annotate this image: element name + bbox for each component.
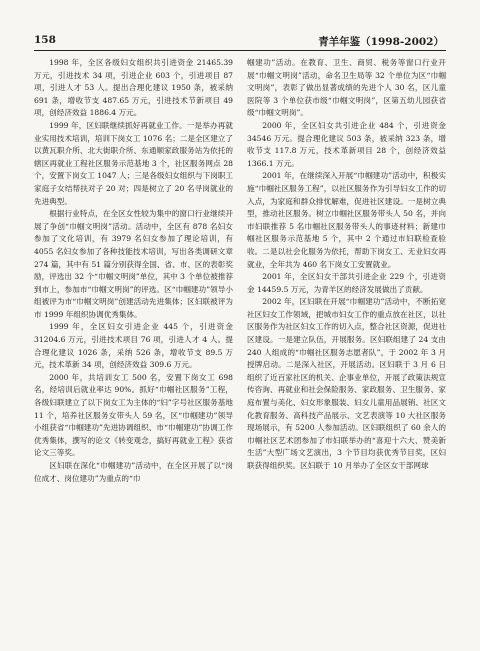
page-number: 158 bbox=[34, 34, 56, 46]
paragraph: 2001 年，在继续深入开展“巾帼建功”活动中，积极实施“巾帼社区服务工程”，以社区服务作为引导妇女工作的切入点，为家庭和群众排忧解难，促进社区建设。一是树立典型，推动社区服务。树立巾帼社区服务带头人 50 名，并向市妇联推荐 5 名巾帼社区服务带头人的事迹材料；新建巾帼社区服务示范基地 5 个，其中 2 个通过市妇联检查验收。二是以社会化服务为依托，帮助下岗女工、无业妇女再就业，全年共为 460 名下岗女工安置就业。 bbox=[247, 171, 446, 269]
paragraph: 2002 年，区妇联在开展“巾帼建功”活动中，不断拓宽社区妇女工作领域，把城市妇女工作的重点放在社区，以社区服务作为社区妇女工作的切入点，整合社区资源，促进社区建设。一是建立队伍，开展服务。区妇联组建了 24 支由 240 人组成的“巾帼社区服务志愿者队”，于 2002 年 3 月授牌启动。二是深入社区，开展活动。区妇联于 3 月 6 日组织了近百家社区的机关、企事业单位，开展了政策法规宣传咨询、再就业和社会保险服务、家政服务、卫生服务、家庭布置与美化、妇女形象服装、妇女儿童用品展销、社区文化教育服务、高科技产品展示、文艺表演等 10 大社区服务现场展示，有 5200 人参加活动。区妇联组织了 60 余人的巾帼社区艺术团参加了市妇联举办的“喜迎十六大、赞美新生活”大型广场文艺演出，3 个节目均获优秀节目奖，区妇联获得组织奖。区妇联于 10 月举办了全区女干部网球 bbox=[247, 297, 446, 470]
paragraph: 1998 年，全区各级妇女组织共引进资金 21465.39 万元，引进技术 34 项，引进企业 603 个，引进项目 87 项，引进人才 53 人。提出合理化建议 1950 条，被采纳 691 条，增收节支 487.65 万元，引进技术节新项目 49 项，创经济效益 1886.4 万元。 bbox=[34, 58, 233, 118]
paragraph: 1999 年，区妇联继续抓好再就业工作。一是举办再就业实用技术培训，培训下岗女工 1076 名；二是全区建立了以黄瓦职介所、北大街职介所、东通顺家政服务站为依托的辖区再就业工程社区服务示范基地 3 个，社区服务网点 28 个，安置下岗女工 1047 人；三是各级妇女组织与下岗职工家庭子女结帮扶对子 20 对；四是树立了 20 名寻岗就业的先进典型。 bbox=[34, 120, 233, 206]
paragraph: 1999 年，全区妇女引进企业 445 个，引进资金 31204.6 万元，引进技术项目 76 项，引进人才 4 人。提合理化建议 1026 条，采纳 526 条，增收节支 89.5 万元，技术革新 34 项，创经济效益 309.6 万元。 bbox=[34, 322, 233, 370]
paragraph: 2000 年，全区妇女共引进企业 484 个，引进资金 34546 万元。提合理化建议 503 条，被采纳 323 条，增收节支 117.8 万元，技术革新项目 28 个，创经济效益 1366.1 万元。 bbox=[247, 120, 446, 168]
right-column bbox=[247, 57, 446, 642]
paragraph: 2000 年，共培训女工 500 名，安置下岗女工 698 名，经培训后就业率达 90%。抓好“巾帼社区服务”工程，各级妇联建立了以下岗女工为主体的“妇”字号社区服务基地 11 个，培养社区服务女带头人 59 名，区“巾帼建功”领导小组获省“巾帼建功”先进协调组织、市“巾帼建功”协调工作优秀集体，撰写的论文《转变观念，搞好再就业工程》获省论文三等奖。 bbox=[34, 372, 233, 458]
page-header bbox=[34, 34, 446, 51]
left-column bbox=[34, 57, 233, 642]
text-columns bbox=[34, 57, 446, 642]
paragraph: 区妇联在深化“巾帼建功”活动中，在全区开展了以“岗位成才、岗位建功”为重点的“巾 bbox=[34, 461, 233, 483]
paragraph: 2001 年，全区妇女干部共引进企业 229 个，引进资金 14459.5 万元，为青羊区的经济发展做出了贡献。 bbox=[247, 272, 446, 294]
paragraph: 根据行业特点，在全区女性较为集中的窗口行业继续开展了争创“巾帼文明岗”活动。活动中，全区有 878 名妇女参加了文化培训，有 3979 名妇女参加了理论培训，有 4055 名妇女参加了各种技能技术培训，写出各类调研文章 274 篇，其中有 51 篇分别获得全国、省、市、区的表彰奖励，评选出 32 个“巾帼文明岗”单位，其中 3 个单位被推荐到市上，参加市“巾帼文明岗”的评选。区“巾帼建功”领导小组被评为市“巾帼文明岗”创建活动先进集体；区妇联被评为市 1999 年组织协调优秀集体。 bbox=[34, 209, 233, 319]
paragraph: 帼建功”活动。在教育、卫生、商贸、税务等窗口行业开展“巾帼文明岗”活动，命名卫生局等 32 个单位为区“巾帼文明岗”，表彰了做出显著成绩的先进个人 30 名，区儿童医院等 3 个单位获市级“巾帼文明岗”，区第五幼儿园获省级“巾帼文明岗”。 bbox=[247, 58, 446, 118]
running-head: 青羊年鉴（1998-2002） bbox=[318, 36, 444, 48]
